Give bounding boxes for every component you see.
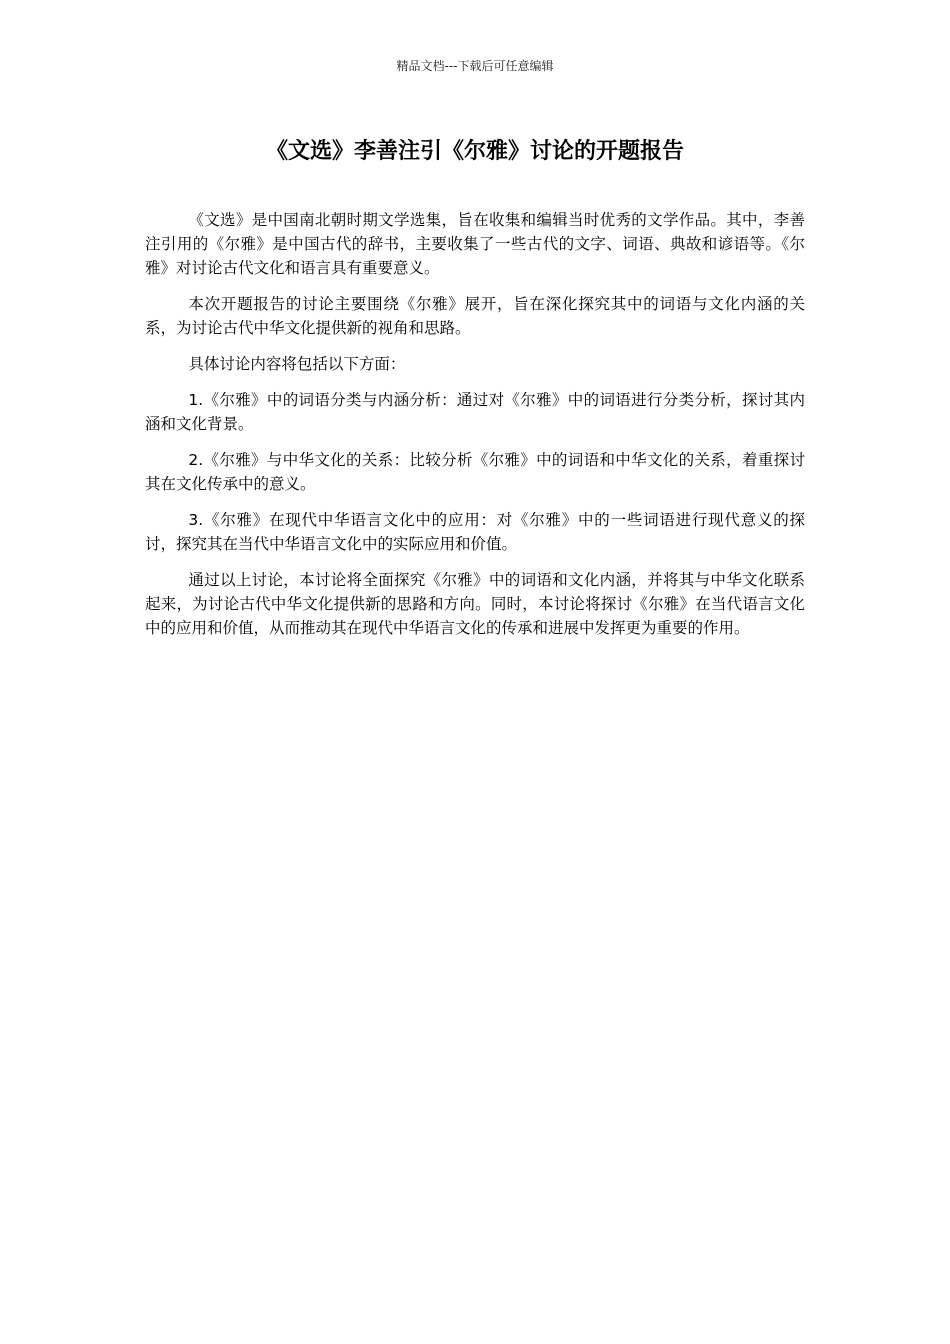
page-header: 精品文档---下载后可任意编辑 — [396, 59, 554, 73]
paragraph-intro: 《文选》是中国南北朝时期文学选集，旨在收集和编辑当时优秀的文学作品。其中，李善注引用的《尔雅》是中国古代的辞书，主要收集了一些古代的文字、词语、典故和谚语等。《尔雅》对讨论古代文化和语言具有重要意义。 — [145, 211, 805, 277]
document-title: 《文选》李善注引《尔雅》讨论的开题报告 — [265, 139, 684, 164]
paragraph-item-3: 3.《尔雅》在现代中华语言文化中的应用：对《尔雅》中的一些词语进行现代意义的探讨，探究其在当代中华语言文化中的实际应用和价值。 — [145, 511, 805, 553]
paragraph-purpose: 本次开题报告的讨论主要围绕《尔雅》展开，旨在深化探究其中的词语与文化内涵的关系，为讨论古代中华文化提供新的视角和思路。 — [145, 295, 805, 337]
document-body — [145, 208, 805, 652]
paragraph-conclusion: 通过以上讨论，本讨论将全面探究《尔雅》中的词语和文化内涵，并将其与中华文化联系起来，为讨论古代中华文化提供新的思路和方向。同时，本讨论将探讨《尔雅》在当代语言文化中的应用和价值，从而推动其在现代中华语言文化的传承和进展中发挥更为重要的作用。 — [145, 571, 805, 637]
paragraph-item-2: 2.《尔雅》与中华文化的关系：比较分析《尔雅》中的词语和中华文化的关系，着重探讨其在文化传承中的意义。 — [145, 451, 805, 493]
paragraph-item-1: 1.《尔雅》中的词语分类与内涵分析：通过对《尔雅》中的词语进行分类分析，探讨其内涵和文化背景。 — [145, 391, 805, 433]
paragraph-scope: 具体讨论内容将包括以下方面： — [188, 355, 406, 373]
